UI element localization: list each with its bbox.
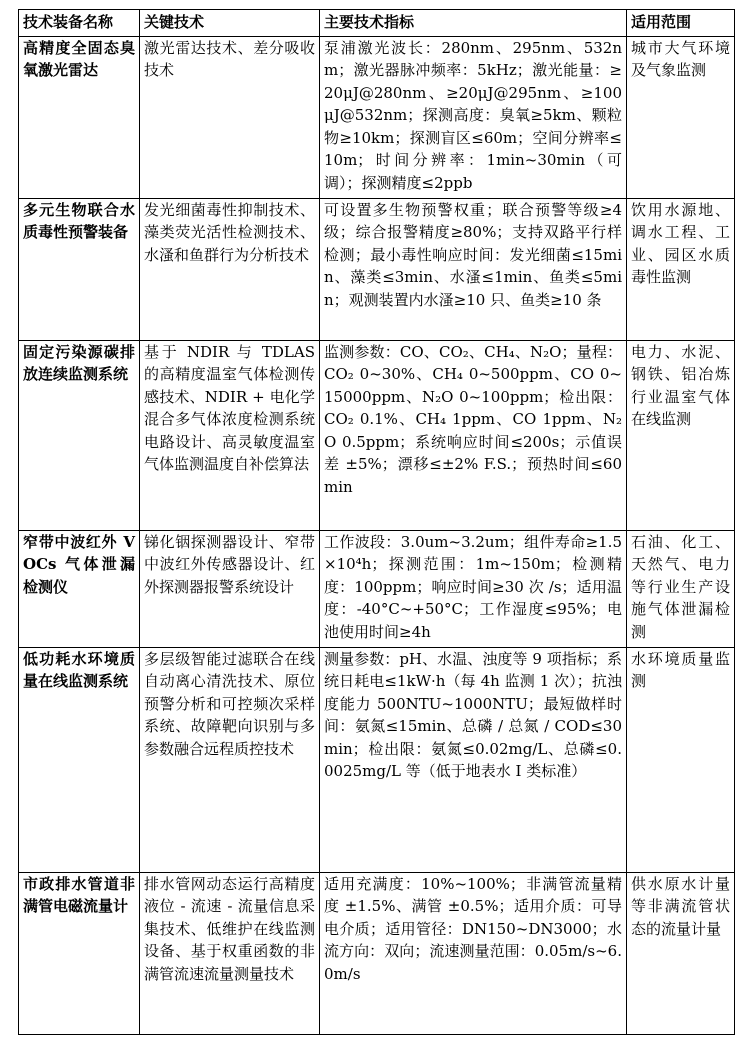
application-scope-cell: 饮用水源地、调水工程、工业、园区水质毒性监测	[627, 198, 735, 340]
main-specs-cell: 测量参数：pH、水温、浊度等 9 项指标；系统日耗电≤1kW·h（每 4h 监测 1 次）；抗浊度能力 500NTU~1000NTU；最短做样时间：氨氮≤15min、总磷 / 总氮 / COD≤30min；检出限：氨氮≤0.02mg/L、总磷≤0.0025mg/L 等（低于地表水 I 类标准）	[320, 647, 627, 872]
application-scope-cell: 城市大气环境及气象监测	[627, 36, 735, 198]
equipment-name-cell: 窄带中波红外 VOCs 气体泄漏检测仪	[19, 530, 140, 647]
main-specs-cell: 泵浦激光波长：280nm、295nm、532nm；激光器脉冲频率：5kHz；激光能量：≥20μJ@280nm、≥20μJ@295nm、≥100μJ@532nm；探测高度：臭氧≥5km、颗粒物≥10km；探测盲区≤60m；空间分辨率≤10m；时间分辨率：1min~30min（可调）；探测精度≤2ppb	[320, 36, 627, 198]
equipment-name-cell: 多元生物联合水质毒性预警装备	[19, 198, 140, 340]
application-scope-cell: 供水原水计量等非满流管状态的流量计量	[627, 872, 735, 1034]
header-main-specs: 主要技术指标	[320, 10, 627, 37]
application-scope-cell: 水环境质量监测	[627, 647, 735, 872]
main-specs-cell: 可设置多生物预警权重；联合预警等级≥4 级；综合报警精度≥80%；支持双路平行样检测；最小毒性响应时间：发光细菌≤15min、藻类≤3min、水溞≤1min、鱼类≤5min；观测装置内水溞≥10 只、鱼类≥10 条	[320, 198, 627, 340]
equipment-name-cell: 固定污染源碳排放连续监测系统	[19, 340, 140, 530]
equipment-name-cell: 低功耗水环境质量在线监测系统	[19, 647, 140, 872]
key-technology-cell: 基于 NDIR 与 TDLAS 的高精度温室气体检测传感技术、NDIR + 电化学混合多气体浓度检测系统电路设计、高灵敏度温室气体监测温度自补偿算法	[140, 340, 320, 530]
key-technology-cell: 排水管网动态运行高精度液位 - 流速 - 流量信息采集技术、低维护在线监测设备、基于权重函数的非满管流速流量测量技术	[140, 872, 320, 1034]
header-application-scope: 适用范围	[627, 10, 735, 37]
application-scope-cell: 电力、水泥、钢铁、铝冶炼行业温室气体在线监测	[627, 340, 735, 530]
equipment-name-cell: 高精度全固态臭氧激光雷达	[19, 36, 140, 198]
header-key-technology: 关键技术	[140, 10, 320, 37]
table-row	[19, 340, 735, 530]
header-equipment-name: 技术装备名称	[19, 10, 140, 37]
equipment-name-cell: 市政排水管道非满管电磁流量计	[19, 872, 140, 1034]
table-row	[19, 647, 735, 872]
application-scope-cell: 石油、化工、天然气、电力等行业生产设施气体泄漏检测	[627, 530, 735, 647]
main-specs-cell: 监测参数：CO、CO₂、CH₄、N₂O；量程：CO₂ 0~30%、CH₄ 0~500ppm、CO 0~15000ppm、N₂O 0~100ppm；检出限：CO₂ 0.1%、CH₄ 1ppm、CO 1ppm、N₂O 0.5ppm；系统响应时间≤200s；示值误差 ±5%；漂移≤±2% F.S.；预热时间≤60min	[320, 340, 627, 530]
key-technology-cell: 锑化铟探测器设计、窄带中波红外传感器设计、红外探测器报警系统设计	[140, 530, 320, 647]
key-technology-cell: 激光雷达技术、差分吸收技术	[140, 36, 320, 198]
main-specs-cell: 适用充满度：10%~100%；非满管流量精度 ±1.5%、满管 ±0.5%；适用介质：可导电介质；适用管径：DN150~DN3000；水流方向：双向；流速测量范围：0.05m/s~6.0m/s	[320, 872, 627, 1034]
equipment-spec-table	[18, 9, 735, 1035]
main-specs-cell: 工作波段：3.0um~3.2um；组件寿命≥1.5×10⁴h；探测范围：1m~150m；检测精度：100ppm；响应时间≥30 次 /s；适用温度：-40°C~+50°C；工作湿度≤95%；电池使用时间≥4h	[320, 530, 627, 647]
table-row	[19, 198, 735, 340]
key-technology-cell: 多层级智能过滤联合在线自动离心清洗技术、原位预警分析和可控频次采样系统、故障靶向识别与多参数融合远程质控技术	[140, 647, 320, 872]
table-row	[19, 36, 735, 198]
table-header-row	[19, 10, 735, 37]
table-row	[19, 872, 735, 1034]
key-technology-cell: 发光细菌毒性抑制技术、藻类荧光活性检测技术、水溞和鱼群行为分析技术	[140, 198, 320, 340]
table-row	[19, 530, 735, 647]
